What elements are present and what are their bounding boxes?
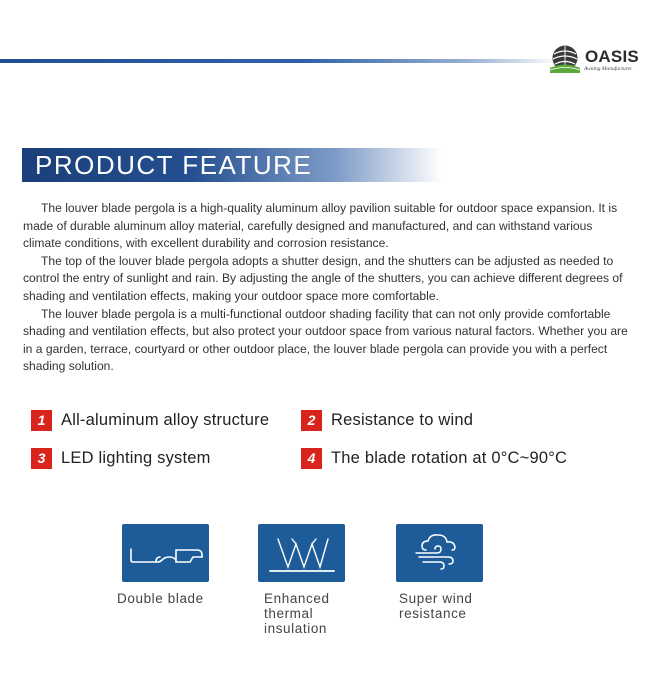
product-description <box>23 200 633 376</box>
wind-resistance-card <box>396 524 483 582</box>
header-divider-line <box>0 59 560 63</box>
double-blade-icon <box>122 524 209 582</box>
wind-resistance-label: Super wind resistance <box>399 591 473 621</box>
brand-logo <box>548 42 648 74</box>
oasis-globe-icon <box>548 44 582 74</box>
feature-label: Resistance to wind <box>331 410 474 429</box>
brand-tagline: Awning Manufacturer <box>584 66 633 72</box>
double-blade-label: Double blade <box>117 591 204 606</box>
description-paragraph: The top of the louver blade pergola adopts a shutter design, and the shutters can be adjusted as needed to control the entry of sunlight and rain. By adjusting the angle of the shutters, you can achieve different degrees of shading and ventilation effects, making your outdoor space more comfortable. <box>23 253 623 303</box>
section-banner <box>22 148 442 182</box>
feature-label: LED lighting system <box>61 448 211 467</box>
description-paragraph: The louver blade pergola is a high-quality aluminum alloy pavilion suitable for outdoor space expansion. It is made of durable aluminum alloy material, carefully designed and manufactured, and can withstand various climate conditions, with excellent durability and corrosion resistance. <box>23 201 618 251</box>
feature-number-badge: 1 <box>31 410 52 431</box>
feature-item-2 <box>301 409 473 431</box>
feature-label: The blade rotation at 0°C~90°C <box>331 448 568 467</box>
thermal-insulation-label: Enhanced thermal insulation <box>264 591 330 636</box>
feature-item-4 <box>301 447 567 469</box>
section-title: PRODUCT FEATURE <box>35 150 313 180</box>
feature-number-badge: 4 <box>301 448 322 469</box>
double-blade-card <box>122 524 209 582</box>
thermal-insulation-card <box>258 524 345 582</box>
wind-icon <box>396 524 483 582</box>
feature-label: All-aluminum alloy structure <box>61 410 270 429</box>
description-paragraph: The louver blade pergola is a multi-functional outdoor shading facility that can not only provide comfortable shading and ventilation effects, but also protect your outdoor space from various natural factors. Whether you are in a garden, terrace, courtyard or other outdoor place, the louver blade pergola can provide you with a perfect shading solution. <box>23 306 628 374</box>
brand-name: OASIS <box>585 47 639 66</box>
feature-item-3 <box>31 447 211 469</box>
feature-number-badge: 2 <box>301 410 322 431</box>
thermal-insulation-icon <box>258 524 345 582</box>
feature-item-1 <box>31 409 269 431</box>
feature-number-badge: 3 <box>31 448 52 469</box>
